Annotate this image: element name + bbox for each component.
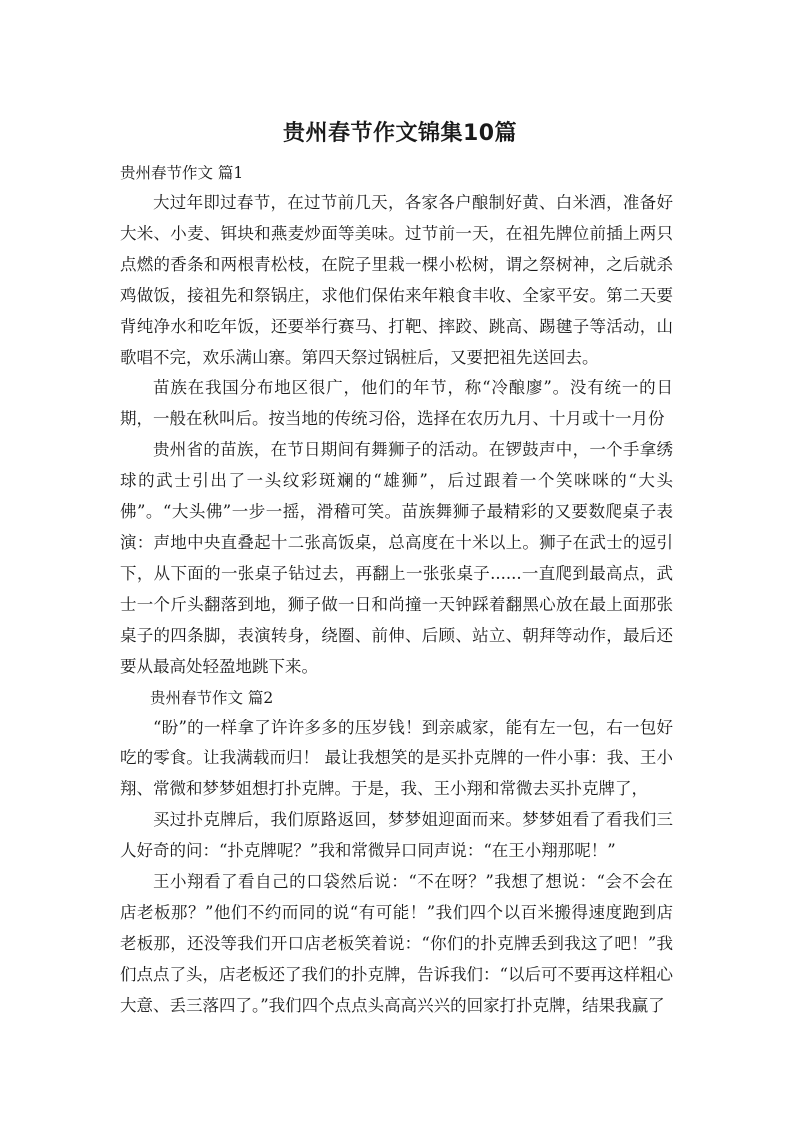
paragraph: “盼”的一样拿了许许多多的压岁钱！到亲戚家，能有左一包，右一包好吃的零食。让我满载而归！ 最让我想笑的是买扑克牌的一件小事：我、王小翔、常微和梦梦姐想打扑克牌。于是，我、王小翔和常微去买扑克牌了， <box>120 717 673 799</box>
paragraph: 大过年即过春节，在过节前几天，各家各户酿制好黄、白米酒，准备好大米、小麦、铒块和燕麦炒面等美味。过节前一天，在祖先牌位前插上两只点燃的香条和两根青松枝，在院子里栽一棵小松树，谓之祭树神，之后就杀鸡做饭，接祖先和祭锅庄，求他们保佑来年粮食丰收、全家平安。第二天要背纯净水和吃年饭，还要举行赛马、打靶、摔跤、跳高、踢毽子等活动，山歌唱不完，欢乐满山寨。第四天祭过锅桩后，又要把祖先送回去。 <box>120 193 673 367</box>
paragraph: 买过扑克牌后，我们原路返回，梦梦姐迎面而来。梦梦姐看了看我们三人好奇的问：“扑克牌呢？”我和常微异口同声说：“在王小翔那呢！” <box>120 810 673 861</box>
section-1 <box>120 158 673 683</box>
paragraph: 王小翔看了看自己的口袋然后说：“不在呀？”我想了想说：“会不会在店老板那？”他们不约而同的说“有可能！”我们四个以百米搬得速度跑到店老板那，还没等我们开口店老板笑着说：“你们的扑克牌丢到我这了吧！”我们点点了头，店老板还了我们的扑克牌，告诉我们：“以后可不要再这样粗心大意、丢三落四了。”我们四个点点头高高兴兴的回家打扑克牌，结果我赢了 <box>120 872 673 1015</box>
paragraph: 苗族在我国分布地区很广，他们的年节，称“冷酿廖”。没有统一的日期，一般在秋叫后。按当地的传统习俗，选择在农历九月、十月或十一月份 <box>120 378 673 429</box>
section-2 <box>120 683 673 1022</box>
document-body <box>120 158 673 1022</box>
section-heading: 贵州春节作文 篇2 <box>150 688 274 707</box>
document-title: 贵州春节作文锦集10篇 <box>282 121 518 146</box>
section-heading: 贵州春节作文 篇1 <box>120 164 244 182</box>
paragraph: 贵州省的苗族，在节日期间有舞狮子的活动。在锣鼓声中，一个手拿绣球的武士引出了一头纹彩斑斓的“雄狮”，后过跟着一个笑咪咪的“大头佛”。“大头佛”一步一摇，滑稽可笑。苗族舞狮子最精彩的又要数爬桌子表演：声地中央直叠起十二张高饭桌，总高度在十米以上。狮子在武士的逗引下，从下面的一张桌子钻过去，再翻上一张张桌子......一直爬到最高点，武士一个斤头翻落到地，狮子做一日和尚撞一天钟踩着翻黑心放在最上面那张桌子的四条脚，表演转身，绕圈、前伸、后顾、站立、朝拜等动作，最后还要从最高处轻盈地跳下来。 <box>120 440 673 676</box>
